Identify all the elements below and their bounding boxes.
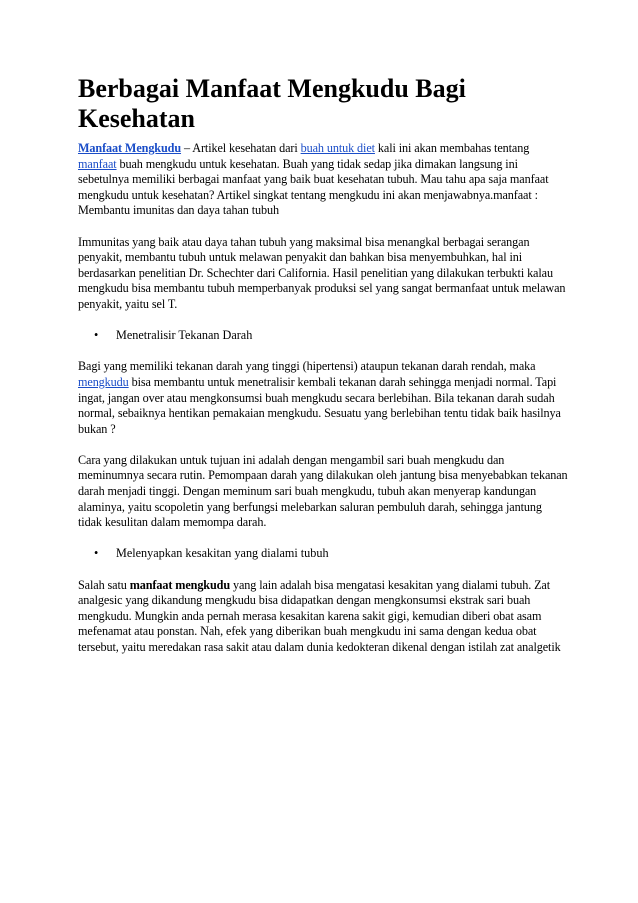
- immunity-paragraph: Immunitas yang baik atau daya tahan tubuh yang maksimal bisa menangkal berbagai serangan penyakit, membantu tubuh untuk melawan penyakit dan bahkan bisa menyembuhkan, hal ini berdasarkan penelitian Dr. Schechter dari California. Hasil penelitian yang dilakukan terbukti kalau mengkudu bisa membantu tubuh memperbanyak produksi sel yang sangat bermanfaat untuk melawan penyakit, yaitu sel T.: [78, 234, 566, 311]
- intro-text-1: – Artikel kesehatan dari: [181, 141, 301, 155]
- blood-pressure-paragraph: [78, 359, 568, 437]
- article-page: [78, 74, 568, 656]
- mengkudu-link[interactable]: mengkudu: [78, 374, 129, 389]
- bullet-list-2: [78, 546, 568, 562]
- list-item-tekanan-darah: [94, 328, 568, 344]
- pain-text-2: yang lain adalah bisa mengatasi kesakitan yang dialami tubuh. Zat analgesic yang dikandung mengkudu bisa didapatkan dengan mengkonsumsi ekstrak sari buah mengkudu. Mungkin anda pernah merasa kesakitan karena sakit gigi, kemudian diberi obat asam mefenamat atau ponstan. Nah, efek yang diberikan buah mengkudu ini sama dengan kedua obat tersebut, yaitu meredakan rasa sakit atau dalam dunia kedokteran dikenal dengan istilah zat analgetik: [78, 577, 561, 654]
- pain-paragraph: [78, 578, 568, 656]
- list-item-label: Menetralisir Tekanan Darah: [116, 328, 253, 343]
- intro-text-3: buah mengkudu untuk kesehatan. Buah yang tidak sedap jika dimakan langsung ini sebetulnya memiliki berbagai manfaat yang baik buat kesehatan tubuh. Mau tahu apa saja manfaat mengkudu untuk kesehatan? Artikel singkat tentang mengkudu ini akan menjawabnya.manfaat : Membantu imunitas dan daya tahan tubuh: [78, 156, 549, 218]
- pain-text-1: Salah satu: [78, 577, 130, 592]
- blood-text-1: Bagi yang memiliki tekanan darah yang tinggi (hipertensi) ataupun tekanan darah rendah, maka: [78, 359, 536, 374]
- list-item-kesakitan: [94, 546, 568, 562]
- bullet-list-1: [78, 328, 568, 344]
- intro-paragraph: [78, 141, 568, 219]
- list-item-label: Melenyapkan kesakitan yang dialami tubuh: [116, 546, 329, 561]
- buah-untuk-diet-link[interactable]: buah untuk diet: [300, 141, 375, 155]
- bullet-icon: •: [94, 328, 99, 343]
- blood-text-2: bisa membantu untuk menetralisir kembali tekanan darah sehingga menjadi normal. Tapi ingat, jangan over atau mengkonsumsi buah mengkudu secara berlebihan. Bila tekanan darah sudah normal, sebaiknya hentikan pemakaian mengkudu. Sesuatu yang berlebihan tentu tidak baik hasilnya bukan ?: [78, 374, 561, 436]
- manfaat-link[interactable]: manfaat: [78, 156, 117, 171]
- method-paragraph: Cara yang dilakukan untuk tujuan ini adalah dengan mengambil sari buah mengkudu dan meminumnya secara rutin. Pemompaan darah yang dilakukan oleh jantung bisa menyebabkan tekanan darah menjadi tinggi. Dengan meminum sari buah mengkudu, tubuh akan menyerap kandungan alaminya, yaitu scopoletin yang berfungsi melebarkan saluran pembuluh darah, sehingga jantung tidak kesulitan dalam memompa darah.: [78, 452, 568, 530]
- manfaat-mengkudu-link[interactable]: Manfaat Mengkudu: [78, 141, 182, 155]
- article-title: Berbagai Manfaat Mengkudu Bagi Kesehatan: [78, 74, 466, 133]
- intro-text-2: kali ini akan membahas tentang: [374, 141, 530, 155]
- bullet-icon: •: [94, 546, 99, 561]
- manfaat-mengkudu-bold: manfaat mengkudu: [129, 577, 231, 592]
